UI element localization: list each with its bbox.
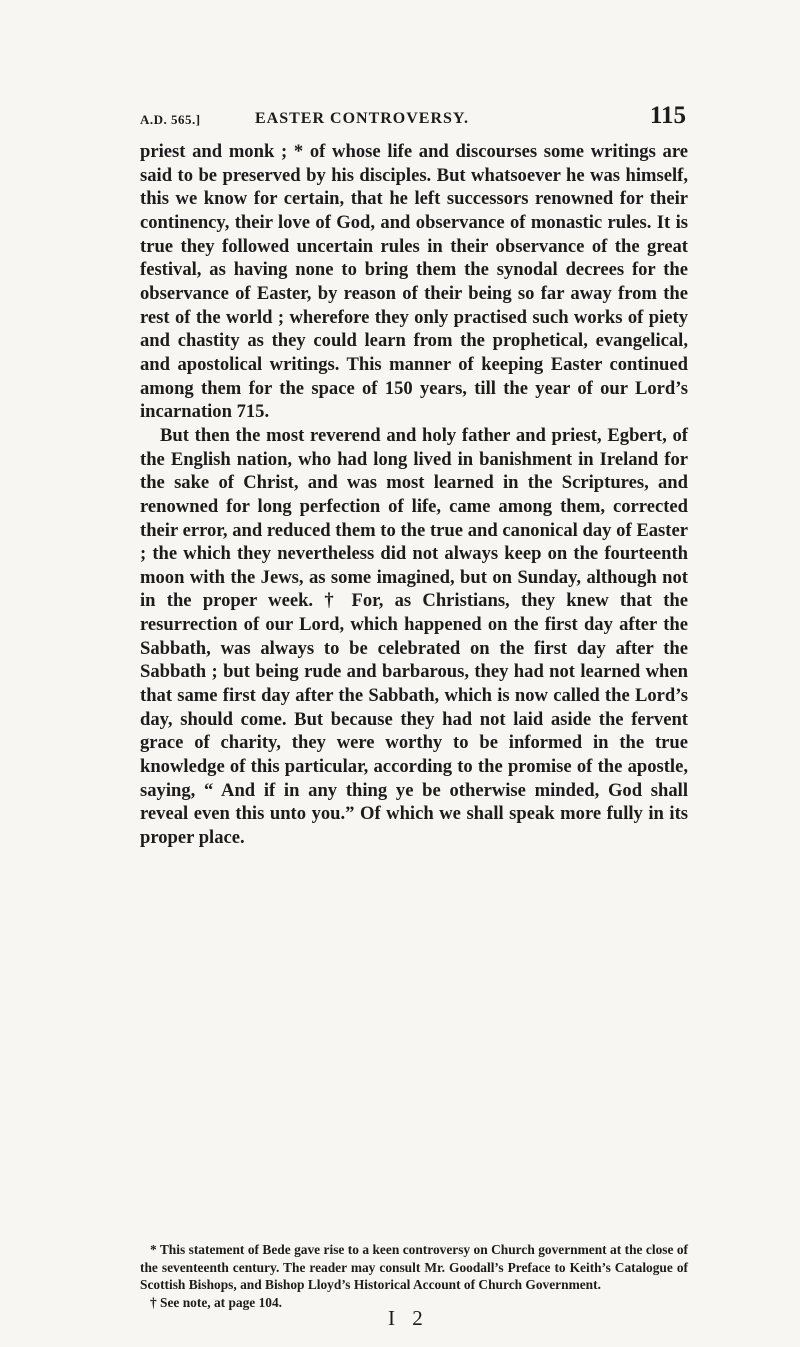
- running-head-title: EASTER CONTROVERSY.: [255, 110, 470, 127]
- main-text: [140, 140, 688, 850]
- running-head-date: A.D. 565.]: [140, 112, 201, 127]
- signature-mark: I 2: [388, 1306, 429, 1330]
- footnote-2: † See note, at page 104.: [150, 1294, 283, 1310]
- paragraph-1: priest and monk ; * of whose life and discourses some writings are said to be preserved by his disciples. But whatsoever he was himself, this we know for certain, that he left successors renowned for their continency, their love of God, and observance of monastic rules. It is true they followed uncertain rules in their observance of the great festival, as having none to bring them the synodal decrees for the observance of Easter, by reason of their being so far away from the rest of the world ; wherefore they only practised such works of piety and chastity as they could learn from the prophetical, evangelical, and apostolical writings. This manner of keeping Easter continued among them for the space of 150 years, till the year of our Lord’s incarnation 715.: [140, 141, 688, 423]
- footnote-1: * This statement of Bede gave rise to a keen controversy on Church government at the close of the seventeenth century. The reader may consult Mr. Goodall’s Preface to Keith’s Catalogue of Scottish Bishops, and Bishop Lloyd’s Historical Account of Church Government.: [140, 1242, 688, 1293]
- page-number: 115: [649, 102, 686, 129]
- paragraph-2: But then the most reverend and holy father and priest, Egbert, of the English nation, who had long lived in banishment in Ireland for the sake of Christ, and was most learned in the Scriptures, and renowned for long perfection of life, came among them, corrected their error, and reduced them to the true and canonical day of Easter ; the which they nevertheless did not always keep on the fourteenth moon with the Jews, as some imagined, but on Sunday, although not in the proper week. † For, as Christians, they knew that the resurrection of our Lord, which happened on the first day after the Sabbath, was always to be celebrated on the first day after the Sabbath ; but being rude and barbarous, they had not learned when that same first day after the Sabbath, which is now called the Lord’s day, should come. But because they had not laid aside the fervent grace of charity, they were worthy to be informed in the true knowledge of this particular, according to the promise of the apostle, saying, “ And if in any thing ye be otherwise minded, God shall reveal even this unto you.” Of which we shall speak more fully in its proper place.: [140, 424, 688, 849]
- running-head: [140, 104, 686, 134]
- footnotes: [140, 1241, 688, 1311]
